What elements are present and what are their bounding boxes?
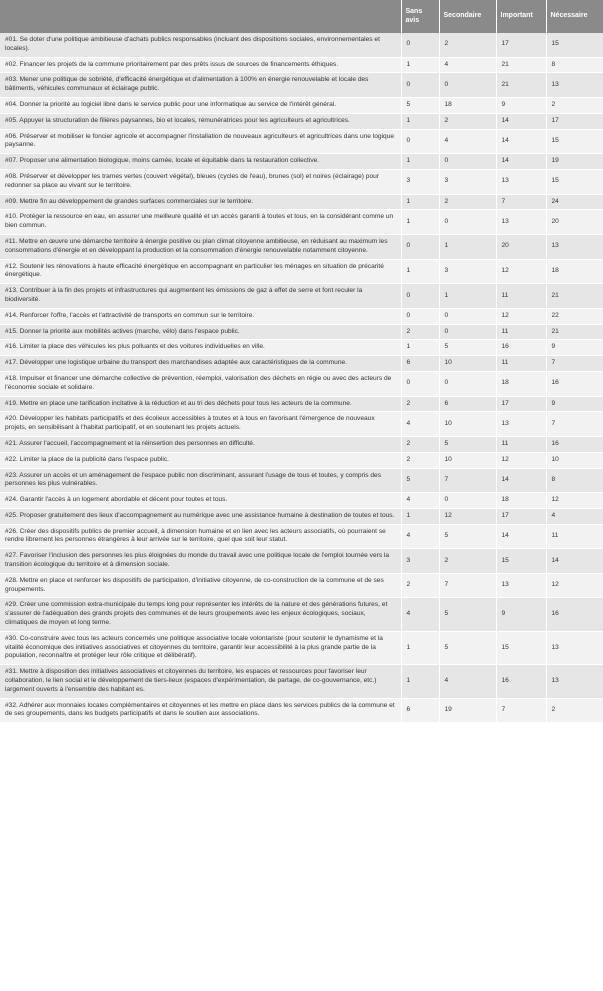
important-count: 18 [496,371,546,396]
table-body [0,33,603,723]
necessaire-count: 15 [546,129,603,154]
measure-label: #25. Proposer gratuitement des lieux d'accompagnement au numérique avec une assistance humaine à destination de toutes et tous. [0,508,401,524]
important-count: 15 [496,631,546,664]
table-row [0,524,603,549]
header-necessaire: Nécessaire [546,0,603,33]
necessaire-count: 17 [546,113,603,129]
measure-label: #30. Co-construire avec tous les acteurs concernés une politique associative locale volontariste (pour soutenir le dynamisme et la vitalité économique des initiatives associatives et citoyennes du territoire, garantir leur accessibilité à la plus grande partie de la population, reconnaître et protéger leur rôle critique et délibératif). [0,631,401,664]
necessaire-count: 13 [546,73,603,98]
necessaire-count: 16 [546,598,603,631]
table-row [0,340,603,356]
important-count: 13 [496,573,546,598]
sans-avis-count: 1 [401,154,439,170]
important-count: 7 [496,194,546,210]
header-sans-avis: Sans avis [401,0,439,33]
table-row [0,573,603,598]
secondaire-count: 10 [439,412,496,437]
table-row [0,324,603,340]
necessaire-count: 7 [546,412,603,437]
sans-avis-count: 0 [401,284,439,309]
important-count: 21 [496,73,546,98]
sans-avis-count: 0 [401,73,439,98]
secondaire-count: 0 [439,371,496,396]
necessaire-count: 20 [546,210,603,235]
important-count: 11 [496,436,546,452]
sans-avis-count: 2 [401,396,439,412]
table-row [0,284,603,309]
secondaire-count: 0 [439,493,496,509]
secondaire-count: 2 [439,33,496,57]
secondaire-count: 4 [439,665,496,698]
secondaire-count: 0 [439,210,496,235]
secondaire-count: 6 [439,396,496,412]
measure-label: #12. Soutenir les rénovations à haute efficacité énergétique en accompagnant en particulier les ménages en situation de précarité énergétique. [0,259,401,284]
important-count: 14 [496,524,546,549]
important-count: 9 [496,97,546,113]
sans-avis-count: 1 [401,57,439,73]
necessaire-count: 4 [546,508,603,524]
measure-label: #24. Garantir l'accès à un logement abordable et décent pour toutes et tous. [0,493,401,509]
table-row [0,549,603,574]
table-row [0,468,603,493]
secondaire-count: 5 [439,524,496,549]
sans-avis-count: 2 [401,324,439,340]
sans-avis-count: 0 [401,33,439,57]
necessaire-count: 9 [546,396,603,412]
important-count: 12 [496,308,546,324]
header-important: Important [496,0,546,33]
measure-label: #06. Préserver et mobiliser le foncier agricole et accompagner l'installation de nouveaux agriculteurs et agricultrices dans une logique paysanne. [0,129,401,154]
sans-avis-count: 1 [401,508,439,524]
secondaire-count: 10 [439,452,496,468]
important-count: 12 [496,452,546,468]
sans-avis-count: 3 [401,549,439,574]
measure-label: #27. Favoriser l'inclusion des personnes les plus éloignées du monde du travail avec une politique locale de l'emploi tournée vers la transition écologique du territoire et à dimension sociale. [0,549,401,574]
necessaire-count: 9 [546,340,603,356]
header-secondaire: Secondaire [439,0,496,33]
table-row [0,33,603,57]
table-row [0,698,603,723]
secondaire-count: 0 [439,73,496,98]
secondaire-count: 12 [439,508,496,524]
sans-avis-count: 0 [401,234,439,259]
secondaire-count: 5 [439,340,496,356]
table-row [0,508,603,524]
sans-avis-count: 5 [401,97,439,113]
sans-avis-count: 4 [401,412,439,437]
secondaire-count: 0 [439,324,496,340]
secondaire-count: 1 [439,234,496,259]
necessaire-count: 18 [546,259,603,284]
necessaire-count: 13 [546,665,603,698]
necessaire-count: 15 [546,169,603,194]
necessaire-count: 2 [546,97,603,113]
secondaire-count: 7 [439,468,496,493]
secondaire-count: 2 [439,113,496,129]
necessaire-count: 21 [546,324,603,340]
table-row [0,57,603,73]
important-count: 13 [496,412,546,437]
important-count: 16 [496,340,546,356]
secondaire-count: 0 [439,154,496,170]
measure-label: #01. Se doter d'une politique ambitieuse d'achats publics responsables (incluant des dispositions sociales, environnementales et locales). [0,33,401,57]
secondaire-count: 0 [439,308,496,324]
measure-label: #04. Donner la priorité au logiciel libre dans le service public pour une informatique au service de l'intérêt général. [0,97,401,113]
measure-label: #28. Mettre en place et renforcer les dispositifs de participation, d'initiative citoyenne, de co-construction de la commune et de ses groupements. [0,573,401,598]
important-count: 9 [496,598,546,631]
necessaire-count: 14 [546,549,603,574]
important-count: 21 [496,57,546,73]
important-count: 17 [496,396,546,412]
table-row [0,113,603,129]
sans-avis-count: 1 [401,340,439,356]
sans-avis-count: 0 [401,308,439,324]
table-row [0,436,603,452]
necessaire-count: 16 [546,436,603,452]
measure-label: #31. Mettre à disposition des initiatives associatives et citoyennes du territoire, les espaces et ressources pour favoriser leur collaboration, le lien social et le développement de tiers-lieux (espaces d'expérimentation, de partage, de co-gouvernance, etc.) largement ouverts à l'ensemble des habitant es. [0,665,401,698]
measure-label: #05. Appuyer la structuration de filières paysannes, bio et locales, rémunératrices pour les agriculteurs et agricultrices. [0,113,401,129]
sans-avis-count: 1 [401,631,439,664]
sans-avis-count: 6 [401,698,439,723]
table-row [0,194,603,210]
table-row [0,631,603,664]
sans-avis-count: 2 [401,452,439,468]
secondaire-count: 18 [439,97,496,113]
sans-avis-count: 1 [401,259,439,284]
measure-label: #18. Impulser et financer une démarche collective de prévention, réemploi, valorisation des déchets en régie ou avec des acteurs de l'économie sociale et solidaire. [0,371,401,396]
sans-avis-count: 1 [401,194,439,210]
important-count: 17 [496,508,546,524]
measure-label: #29. Créer une commission extra-municipale du temps long pour représenter les intérêts de la nature et des générations futures, et s'assurer de l'adéquation des grands projets des communes et de leurs groupements avec les enjeux écologiques, sociaux, climatiques de moyen et long terme. [0,598,401,631]
sans-avis-count: 2 [401,573,439,598]
important-count: 14 [496,468,546,493]
measure-label: #21. Assurer l'accueil, l'accompagnement et la réinsertion des personnes en difficulté. [0,436,401,452]
important-count: 13 [496,169,546,194]
table-row [0,97,603,113]
sans-avis-count: 1 [401,210,439,235]
sans-avis-count: 4 [401,598,439,631]
necessaire-count: 24 [546,194,603,210]
table-row [0,371,603,396]
important-count: 14 [496,154,546,170]
secondaire-count: 5 [439,436,496,452]
table-row [0,493,603,509]
secondaire-count: 1 [439,284,496,309]
measure-label: #16. Limiter la place des véhicules les plus polluants et des voitures individuelles en ville. [0,340,401,356]
measure-label: #32. Adhérer aux monnaies locales complémentaires et citoyennes et les mettre en place dans les services publics de la commune et de ses groupements, dans les budgets participatifs et dans le soutien aux associations. [0,698,401,723]
necessaire-count: 12 [546,573,603,598]
important-count: 17 [496,33,546,57]
table-row [0,308,603,324]
secondaire-count: 3 [439,259,496,284]
important-count: 11 [496,324,546,340]
measure-label: #09. Mettre fin au développement de grandes surfaces commerciales sur le territoire. [0,194,401,210]
necessaire-count: 15 [546,33,603,57]
secondaire-count: 3 [439,169,496,194]
measure-label: #08. Préserver et développer les trames vertes (couvert végétal), bleues (cycles de l'eau), brunes (sol) et noires (éclairage) pour redonner sa place au vivant sur le territoire. [0,169,401,194]
necessaire-count: 22 [546,308,603,324]
necessaire-count: 13 [546,631,603,664]
table-row [0,356,603,372]
table-row [0,234,603,259]
sans-avis-count: 0 [401,129,439,154]
secondaire-count: 19 [439,698,496,723]
necessaire-count: 16 [546,371,603,396]
table-row [0,598,603,631]
measure-label: #19. Mettre en place une tarification incitative à la réduction et au tri des déchets pour tous les acteurs de la commune. [0,396,401,412]
secondaire-count: 7 [439,573,496,598]
table-row [0,210,603,235]
table-row [0,129,603,154]
secondaire-count: 4 [439,129,496,154]
important-count: 20 [496,234,546,259]
secondaire-count: 10 [439,356,496,372]
important-count: 13 [496,210,546,235]
table-row [0,396,603,412]
table-row [0,169,603,194]
important-count: 11 [496,284,546,309]
header-row [0,0,603,33]
measure-label: #10. Protéger la ressource en eau, en assurer une meilleure qualité et un accès garanti à toutes et tous, en la considérant comme un bien commun. [0,210,401,235]
important-count: 14 [496,129,546,154]
sans-avis-count: 4 [401,493,439,509]
table-row [0,154,603,170]
important-count: 16 [496,665,546,698]
important-count: 12 [496,259,546,284]
important-count: 7 [496,698,546,723]
necessaire-count: 8 [546,468,603,493]
measure-label: #14. Renforcer l'offre, l'accès et l'attractivité de transports en commun sur le territoire. [0,308,401,324]
sans-avis-count: 6 [401,356,439,372]
secondaire-count: 5 [439,598,496,631]
necessaire-count: 19 [546,154,603,170]
important-count: 14 [496,113,546,129]
necessaire-count: 2 [546,698,603,723]
measure-label: #23. Assurer un accès et un aménagement de l'espace public non discriminant, assurant l'usage de tous et toutes, y compris des personnes les plus vulnérables. [0,468,401,493]
measure-label: #11. Mettre en œuvre une démarche territoire à énergie positive ou plan climat citoyenne ambitieuse, en réduisant au maximum les consommations d'énergie et en développant la production et la consommation d'énergie renouvelable notamment citoyenne. [0,234,401,259]
secondaire-count: 5 [439,631,496,664]
measure-label: #03. Mener une politique de sobriété, d'efficacité énergétique et d'alimentation à 100% en énergie renouvelable et locale des bâtiments, véhicules communaux et éclairage public. [0,73,401,98]
sans-avis-count: 2 [401,436,439,452]
secondaire-count: 4 [439,57,496,73]
sans-avis-count: 1 [401,113,439,129]
measure-label: #13. Contribuer à la fin des projets et infrastructures qui augmentent les émissions de gaz à effet de serre et font reculer la biodiversité. [0,284,401,309]
header-measure [0,0,401,33]
important-count: 11 [496,356,546,372]
measure-label: #07. Proposer une alimentation biologique, moins carnée, locale et équitable dans la restauration collective. [0,154,401,170]
table-row [0,452,603,468]
necessaire-count: 11 [546,524,603,549]
necessaire-count: 12 [546,493,603,509]
necessaire-count: 10 [546,452,603,468]
sans-avis-count: 0 [401,371,439,396]
secondaire-count: 2 [439,549,496,574]
measure-label: #02. Financer les projets de la commune prioritairement par des prêts issus de sources de financements éthiques. [0,57,401,73]
measure-label: #26. Créer des dispositifs publics de premier accueil, à dimension humaine et en lien avec les acteurs associatifs, où pourraient se rendre librement les personnes étrangères à leur arrivée sur le territoire, quel que soit leur statut. [0,524,401,549]
necessaire-count: 8 [546,57,603,73]
sans-avis-count: 4 [401,524,439,549]
necessaire-count: 13 [546,234,603,259]
sans-avis-count: 1 [401,665,439,698]
sans-avis-count: 5 [401,468,439,493]
important-count: 15 [496,549,546,574]
measure-label: #15. Donner la priorité aux mobilités actives (marche, vélo) dans l'espace public. [0,324,401,340]
necessaire-count: 7 [546,356,603,372]
table-row [0,412,603,437]
table-row [0,665,603,698]
necessaire-count: 21 [546,284,603,309]
table-row [0,259,603,284]
measure-label: #22. Limiter la place de la publicité dans l'espace public. [0,452,401,468]
secondaire-count: 2 [439,194,496,210]
measure-label: #20. Développer les habitats participatifs et des écolieux accessibles à toutes et à tous en favorisant l'émergence de nouveaux projets, en sensibilisant à l'habitat participatif, et en soutenant les projets actuels. [0,412,401,437]
important-count: 18 [496,493,546,509]
table-row [0,73,603,98]
measure-label: #17. Développer une logistique urbaine du transport des marchandises adaptée aux caractéristiques de la commune. [0,356,401,372]
sans-avis-count: 3 [401,169,439,194]
